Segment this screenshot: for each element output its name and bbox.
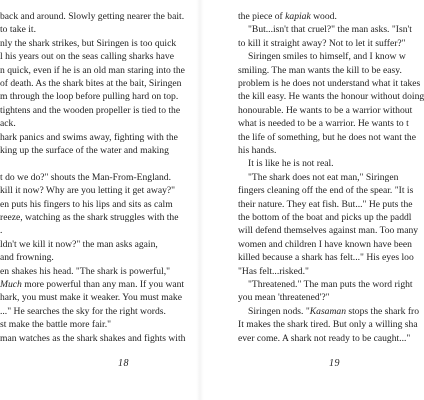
- left-text-line: t do we do?" shouts the Man-From-England.: [0, 171, 171, 183]
- right-text-line: the kill easy. He wants the honour without doing: [238, 91, 424, 103]
- right-text-line: his hands.: [238, 145, 277, 156]
- left-text-line: ack.: [0, 118, 16, 130]
- right-text-line: It makes the shark tired. But only a willing sha: [238, 319, 418, 331]
- left-text-line: hark, you must make it weaker. You must make: [0, 292, 182, 304]
- right-text-line: what is needed to be a warrior. He wants to t: [238, 118, 409, 130]
- left-text-line: tightens and the wooden propeller is tied to the: [0, 104, 181, 116]
- right-text-line: women and children I have known have been: [238, 238, 412, 250]
- right-text-line: you mean 'threatened'?": [238, 292, 330, 304]
- right-text-line: to kill it straight away? Not to let it suffer?": [238, 37, 406, 49]
- left-text-line: reeze, watching as the shark struggles with the: [0, 212, 179, 223]
- left-page: [0, 0, 200, 400]
- left-text-line: of death. As the shark bites at the bait, Siringen: [0, 78, 182, 89]
- left-text-line: n quick, even if he is an old man staring into the: [0, 64, 185, 76]
- right-text-line: "Has felt...risked.": [238, 265, 309, 277]
- right-text-line: smiling. The man wants the kill to be easy.: [238, 64, 402, 76]
- right-text-line: "But...isn't that cruel?" the man asks. "Isn't: [248, 24, 412, 36]
- left-text-line: en puts his fingers to his lips and sits as calm: [0, 198, 173, 210]
- left-text-line: m through the loop before pulling hard on top.: [0, 91, 179, 103]
- left-text-line: ldn't we kill it now?" the man asks again,: [0, 238, 158, 250]
- right-text-line: the bottom of the boat and picks up the paddl: [238, 212, 412, 223]
- left-text-line: nly the shark strikes, but Siringen is too quick: [0, 37, 177, 49]
- right-text-line: Siringen nods. "Kasaman stops the shark fro: [248, 305, 420, 317]
- left-text-line: .: [0, 225, 3, 237]
- right-text-line: Siringen smiles to himself, and I know w: [248, 51, 406, 63]
- left-text-line: kill it now? Why are you letting it get away?": [0, 185, 176, 197]
- right-text-line: problem is he does not understand what it takes: [238, 78, 421, 89]
- right-text-line: the piece of kapiak wood.: [238, 11, 337, 22]
- right-text-line: "Threatened." The man puts the word right: [248, 279, 413, 290]
- left-text-line: st make the battle more fair.": [0, 319, 112, 331]
- right-text-line: fingers cleaning off the end of the spear. "It is: [238, 185, 414, 197]
- left-text-line: back and around. Slowly getting nearer the bait.: [0, 11, 185, 22]
- left-text-line: king up the surface of the water and making: [0, 145, 169, 156]
- left-text-line: ..." He searches the sky for the right words.: [0, 305, 166, 317]
- right-text-line: honourable. He wants to be a warrior without: [238, 104, 413, 116]
- left-text-line: en shakes his head. "The shark is powerful,": [0, 265, 171, 277]
- right-page-number: 19: [329, 358, 340, 369]
- right-text-line: It is like he is not real.: [248, 158, 334, 170]
- left-text-line: to take it.: [0, 24, 36, 36]
- left-text-line: Much more powerful than any man. If you want: [0, 279, 185, 290]
- right-text-line: ever come. A shark not ready to be caught...": [238, 332, 411, 344]
- left-text-line: and frowning.: [0, 252, 54, 264]
- left-text-line: hark panics and swims away, fighting with the: [0, 131, 178, 143]
- right-text-line: their nature. They eat fish. But..." He puts the: [238, 198, 413, 210]
- right-page: [200, 0, 424, 400]
- right-text-line: "The shark does not eat man," Siringen: [248, 171, 399, 183]
- right-text-line: the life of something, but he does not want the: [238, 131, 416, 143]
- left-page-number: 18: [118, 358, 129, 369]
- right-text-line: killed because a shark has felt..." His eyes loo: [238, 252, 414, 264]
- left-text-line: man watches as the shark shakes and fights with: [0, 332, 186, 344]
- right-text-line: will defend themselves against man. Too many: [238, 225, 419, 237]
- left-text-line: l his years out on the seas calling sharks have: [0, 51, 174, 63]
